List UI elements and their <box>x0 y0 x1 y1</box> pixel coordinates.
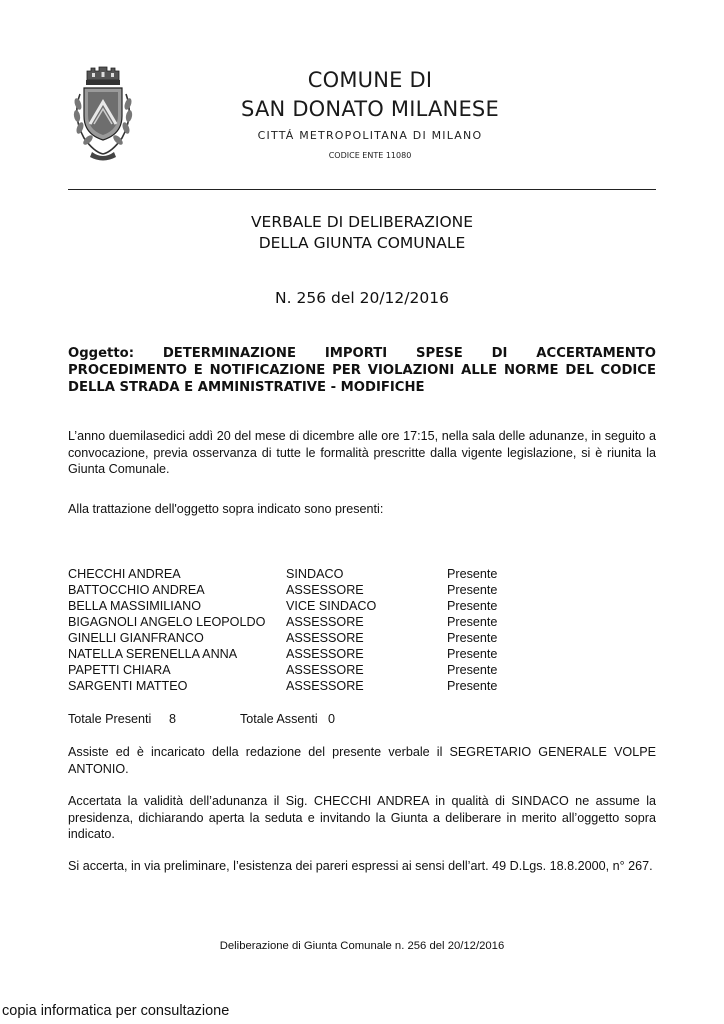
member-name: BATTOCCHIO ANDREA <box>68 583 205 597</box>
totale-presenti-value: 8 <box>169 712 177 726</box>
comune-name-line2: SAN DONATO MILANESE <box>241 97 499 121</box>
member-status: Presente <box>447 679 498 693</box>
member-role: VICE SINDACO <box>286 599 377 613</box>
member-name: PAPETTI CHIARA <box>68 663 171 677</box>
member-row <box>68 678 656 694</box>
intro-paragraph: L’anno duemilasedici addì 20 del mese di dicembre alle ore 17:15, nella sala delle adunanze, in seguito a convocazione, previa osservanza di tutte le formalità prescritte dalla vigente legislazione, si è riunita la Giunta Comunale. <box>68 429 656 476</box>
member-row <box>68 582 656 598</box>
document-title-line2: DELLA GIUNTA COMUNALE <box>258 234 466 252</box>
member-row <box>68 598 656 614</box>
member-role: ASSESSORE <box>286 615 364 629</box>
document-title <box>150 212 574 254</box>
member-role: ASSESSORE <box>286 631 364 645</box>
member-role: ASSESSORE <box>286 679 364 693</box>
member-role: ASSESSORE <box>286 663 364 677</box>
document-title-line1: VERBALE DI DELIBERAZIONE <box>250 213 474 231</box>
member-name: BELLA MASSIMILIANO <box>68 599 201 613</box>
attendance-totals <box>68 711 656 727</box>
member-name: CHECCHI ANDREA <box>68 567 181 581</box>
validita-paragraph: Accertata la validità dell’adunanza il Sig. CHECCHI ANDREA in qualità di SINDACO ne assume la presidenza, dichiarando aperta la seduta e invitando la Giunta a deliberare in merito all’oggetto sopra indicato. <box>68 794 656 841</box>
totale-assenti-value: 0 <box>328 712 336 726</box>
member-status: Presente <box>447 631 498 645</box>
member-name: GINELLI GIANFRANCO <box>68 631 204 645</box>
member-status: Presente <box>447 567 498 581</box>
member-row <box>68 646 656 662</box>
member-role: SINDACO <box>286 567 344 581</box>
codice-ente: CODICE ENTE 11080 <box>328 151 412 160</box>
member-name: NATELLA SERENELLA ANNA <box>68 647 238 661</box>
deliberation-number: N. 256 del 20/12/2016 <box>275 289 449 307</box>
totale-presenti-label: Totale Presenti <box>68 712 152 726</box>
member-status: Presente <box>447 599 498 613</box>
segretario-paragraph: Assiste ed è incaricato della redazione del presente verbale il SEGRETARIO GENERALE VOLPE ANTONIO. <box>68 745 656 776</box>
header-divider <box>68 189 656 190</box>
presenti-intro: Alla trattazione dell'oggetto sopra indicato sono presenti: <box>68 502 384 516</box>
member-row <box>68 614 656 630</box>
comune-name-line1: COMUNE DI <box>307 68 433 92</box>
member-name: BIGAGNOLI ANGELO LEOPOLDO <box>68 615 266 629</box>
members-list <box>68 566 656 694</box>
member-name: SARGENTI MATTEO <box>68 679 188 693</box>
oggetto-subject: Oggetto: DETERMINAZIONE IMPORTI SPESE DI ACCERTAMENTO PROCEDIMENTO E NOTIFICAZIONE PER VIOLAZIONI ALLE NORME DEL CODICE DELLA STRADA E AMMINISTRATIVE - MODIFICHE <box>68 346 656 395</box>
page-footer: Deliberazione di Giunta Comunale n. 256 del 20/12/2016 <box>219 940 505 952</box>
member-row <box>68 566 656 582</box>
comune-name <box>200 66 540 124</box>
member-role: ASSESSORE <box>286 647 364 661</box>
member-status: Presente <box>447 615 498 629</box>
member-status: Presente <box>447 647 498 661</box>
member-role: ASSESSORE <box>286 583 364 597</box>
totale-assenti-label: Totale Assenti <box>240 712 318 726</box>
pareri-paragraph: Si accerta, in via preliminare, l’esistenza dei pareri espressi ai sensi dell’art. 49 D.Lgs. 18.8.2000, n° 267. <box>68 859 653 873</box>
member-status: Presente <box>447 583 498 597</box>
citta-metropolitana: CITTÁ METROPOLITANA DI MILANO <box>257 129 483 142</box>
member-row <box>68 662 656 678</box>
member-row <box>68 630 656 646</box>
member-status: Presente <box>447 663 498 677</box>
municipal-crest-icon <box>70 64 136 164</box>
copy-watermark: copia informatica per consultazione <box>2 1003 230 1019</box>
